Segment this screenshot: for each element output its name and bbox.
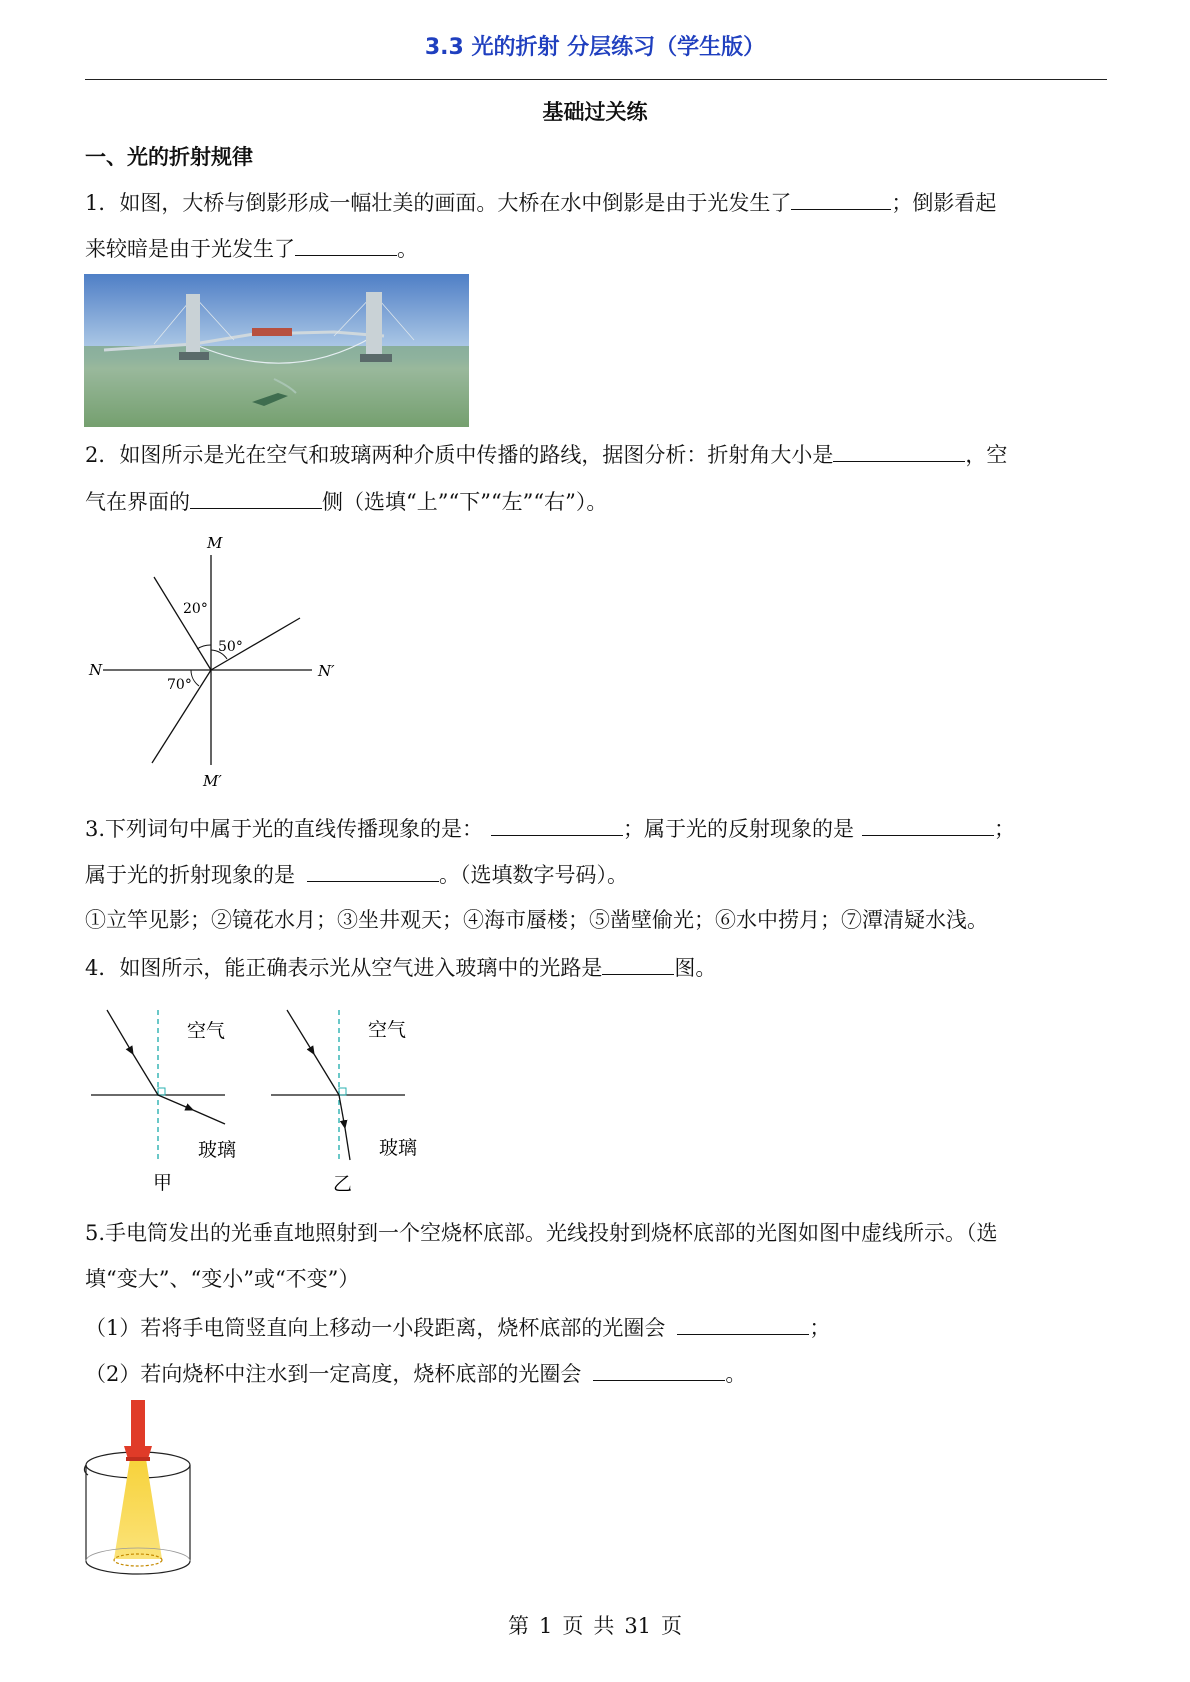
q2-label-m-prime: M′ [203,772,222,790]
q2-angle-20: 20° [183,601,208,617]
q2-blank-1[interactable] [833,439,965,462]
q5-line2: 填“变大”、“变小”或“不变”） [85,1267,360,1291]
q1-blank-2[interactable] [295,233,397,256]
q3-line2 [85,859,628,889]
q1-text-1-end: ；倒影看起 [891,191,997,215]
q4-text-1: 4．如图所示，能正确表示光从空气进入玻璃中的光路是 [85,956,603,980]
q2-label-n: N [89,661,103,679]
q2-line1 [85,439,1007,469]
q4-jia-glass-label: 玻璃 [198,1139,237,1161]
footer-page-number: 1 [538,1614,553,1638]
q4-text-1-end: 图。 [674,956,717,980]
q1-line1 [85,187,996,217]
q4-line1 [85,952,716,982]
footer-suffix: 页 [661,1614,683,1638]
q2-ray-diagram [85,533,355,793]
q5-blank-2[interactable] [593,1358,725,1381]
section-heading: 一、光的折射规律 [85,145,253,169]
page-footer [0,1610,1190,1640]
q1-blank-1[interactable] [791,187,891,210]
q2-label-m: M [207,534,223,552]
q3-text-1a: 3.下列词句中属于光的直线传播现象的是： [85,817,484,841]
q4-yi-air-label: 空气 [368,1019,407,1041]
q5-blank-1[interactable] [677,1312,809,1335]
footer-total-pages: 31 [624,1614,652,1638]
q3-options: ①立竿见影；②镜花水月；③坐井观天；④海市蜃楼；⑤凿壁偷光；⑥水中捞月；⑦潭清疑水浅。 [85,908,988,932]
q4-jia-label: 甲 [153,1172,173,1194]
q1-line2 [85,233,418,263]
flashlight-icon [131,1400,145,1446]
q4-diagram-jia [91,1010,236,1194]
q5-sub2-text: （2）若向烧杯中注水到一定高度，烧杯底部的光圈会 [85,1362,582,1386]
light-beam [114,1459,162,1559]
q1-text-2-end: 。 [397,237,418,261]
footer-prefix: 第 [507,1614,529,1638]
q2-blank-2[interactable] [190,486,322,509]
q4-yi-glass-label: 玻璃 [379,1137,418,1159]
q4-blank-1[interactable] [602,952,674,975]
q2-label-n-prime: N′ [318,662,335,680]
q3-text-1-end: ； [994,817,1016,841]
page-title: 3.3 光的折射 分层练习（学生版） [424,35,766,60]
q2-text-1: 2．如图所示是光在空气和玻璃两种介质中传播的路线，据图分析：折射角大小是 [85,443,834,467]
q4-diagrams [85,1000,435,1200]
bridge-photo [84,274,469,427]
q3-blank-2[interactable] [862,813,994,836]
q3-text-1b: ；属于光的反射现象的是 [623,817,855,841]
page-subtitle: 基础过关练 [542,100,648,124]
q2-text-1-end: ，空 [965,443,1008,467]
q3-blank-1[interactable] [491,813,623,836]
q5-sub2-end: 。 [725,1362,747,1386]
footer-mid1: 页 [562,1614,584,1638]
q4-diagram-yi [271,1010,417,1195]
q2-line2 [85,486,607,516]
q1-text-1: 1．如图，大桥与倒影形成一幅壮美的画面。大桥在水中倒影是由于光发生了 [85,191,792,215]
q2-text-2-end: 侧（选填“上”“下”“左”“右”）。 [322,490,608,514]
q1-text-2: 来较暗是由于光发生了 [85,237,295,261]
q5-sub1-text: （1）若将手电筒竖直向上移动一小段距离，烧杯底部的光圈会 [85,1316,666,1340]
q3-text-2-end: 。（选填数字号码）。 [439,863,628,887]
q2-angle-70: 70° [167,677,192,693]
header-rule [85,79,1107,80]
q5-sub1 [85,1312,830,1342]
q5-sub1-end: ； [809,1316,831,1340]
q3-line1 [85,813,1015,843]
q3-text-2: 属于光的折射现象的是 [85,863,295,887]
q5-beaker-figure [82,1395,197,1585]
footer-mid2: 共 [593,1614,615,1638]
q2-angle-50: 50° [218,639,243,655]
q2-text-2: 气在界面的 [85,490,190,514]
q4-yi-label: 乙 [333,1173,353,1195]
q5-line1: 5.手电筒发出的光垂直地照射到一个空烧杯底部。光线投射到烧杯底部的光图如图中虚线所示。（选 [85,1221,998,1245]
q5-sub2 [85,1358,746,1388]
q4-jia-air-label: 空气 [187,1020,226,1042]
q3-blank-3[interactable] [307,859,439,882]
